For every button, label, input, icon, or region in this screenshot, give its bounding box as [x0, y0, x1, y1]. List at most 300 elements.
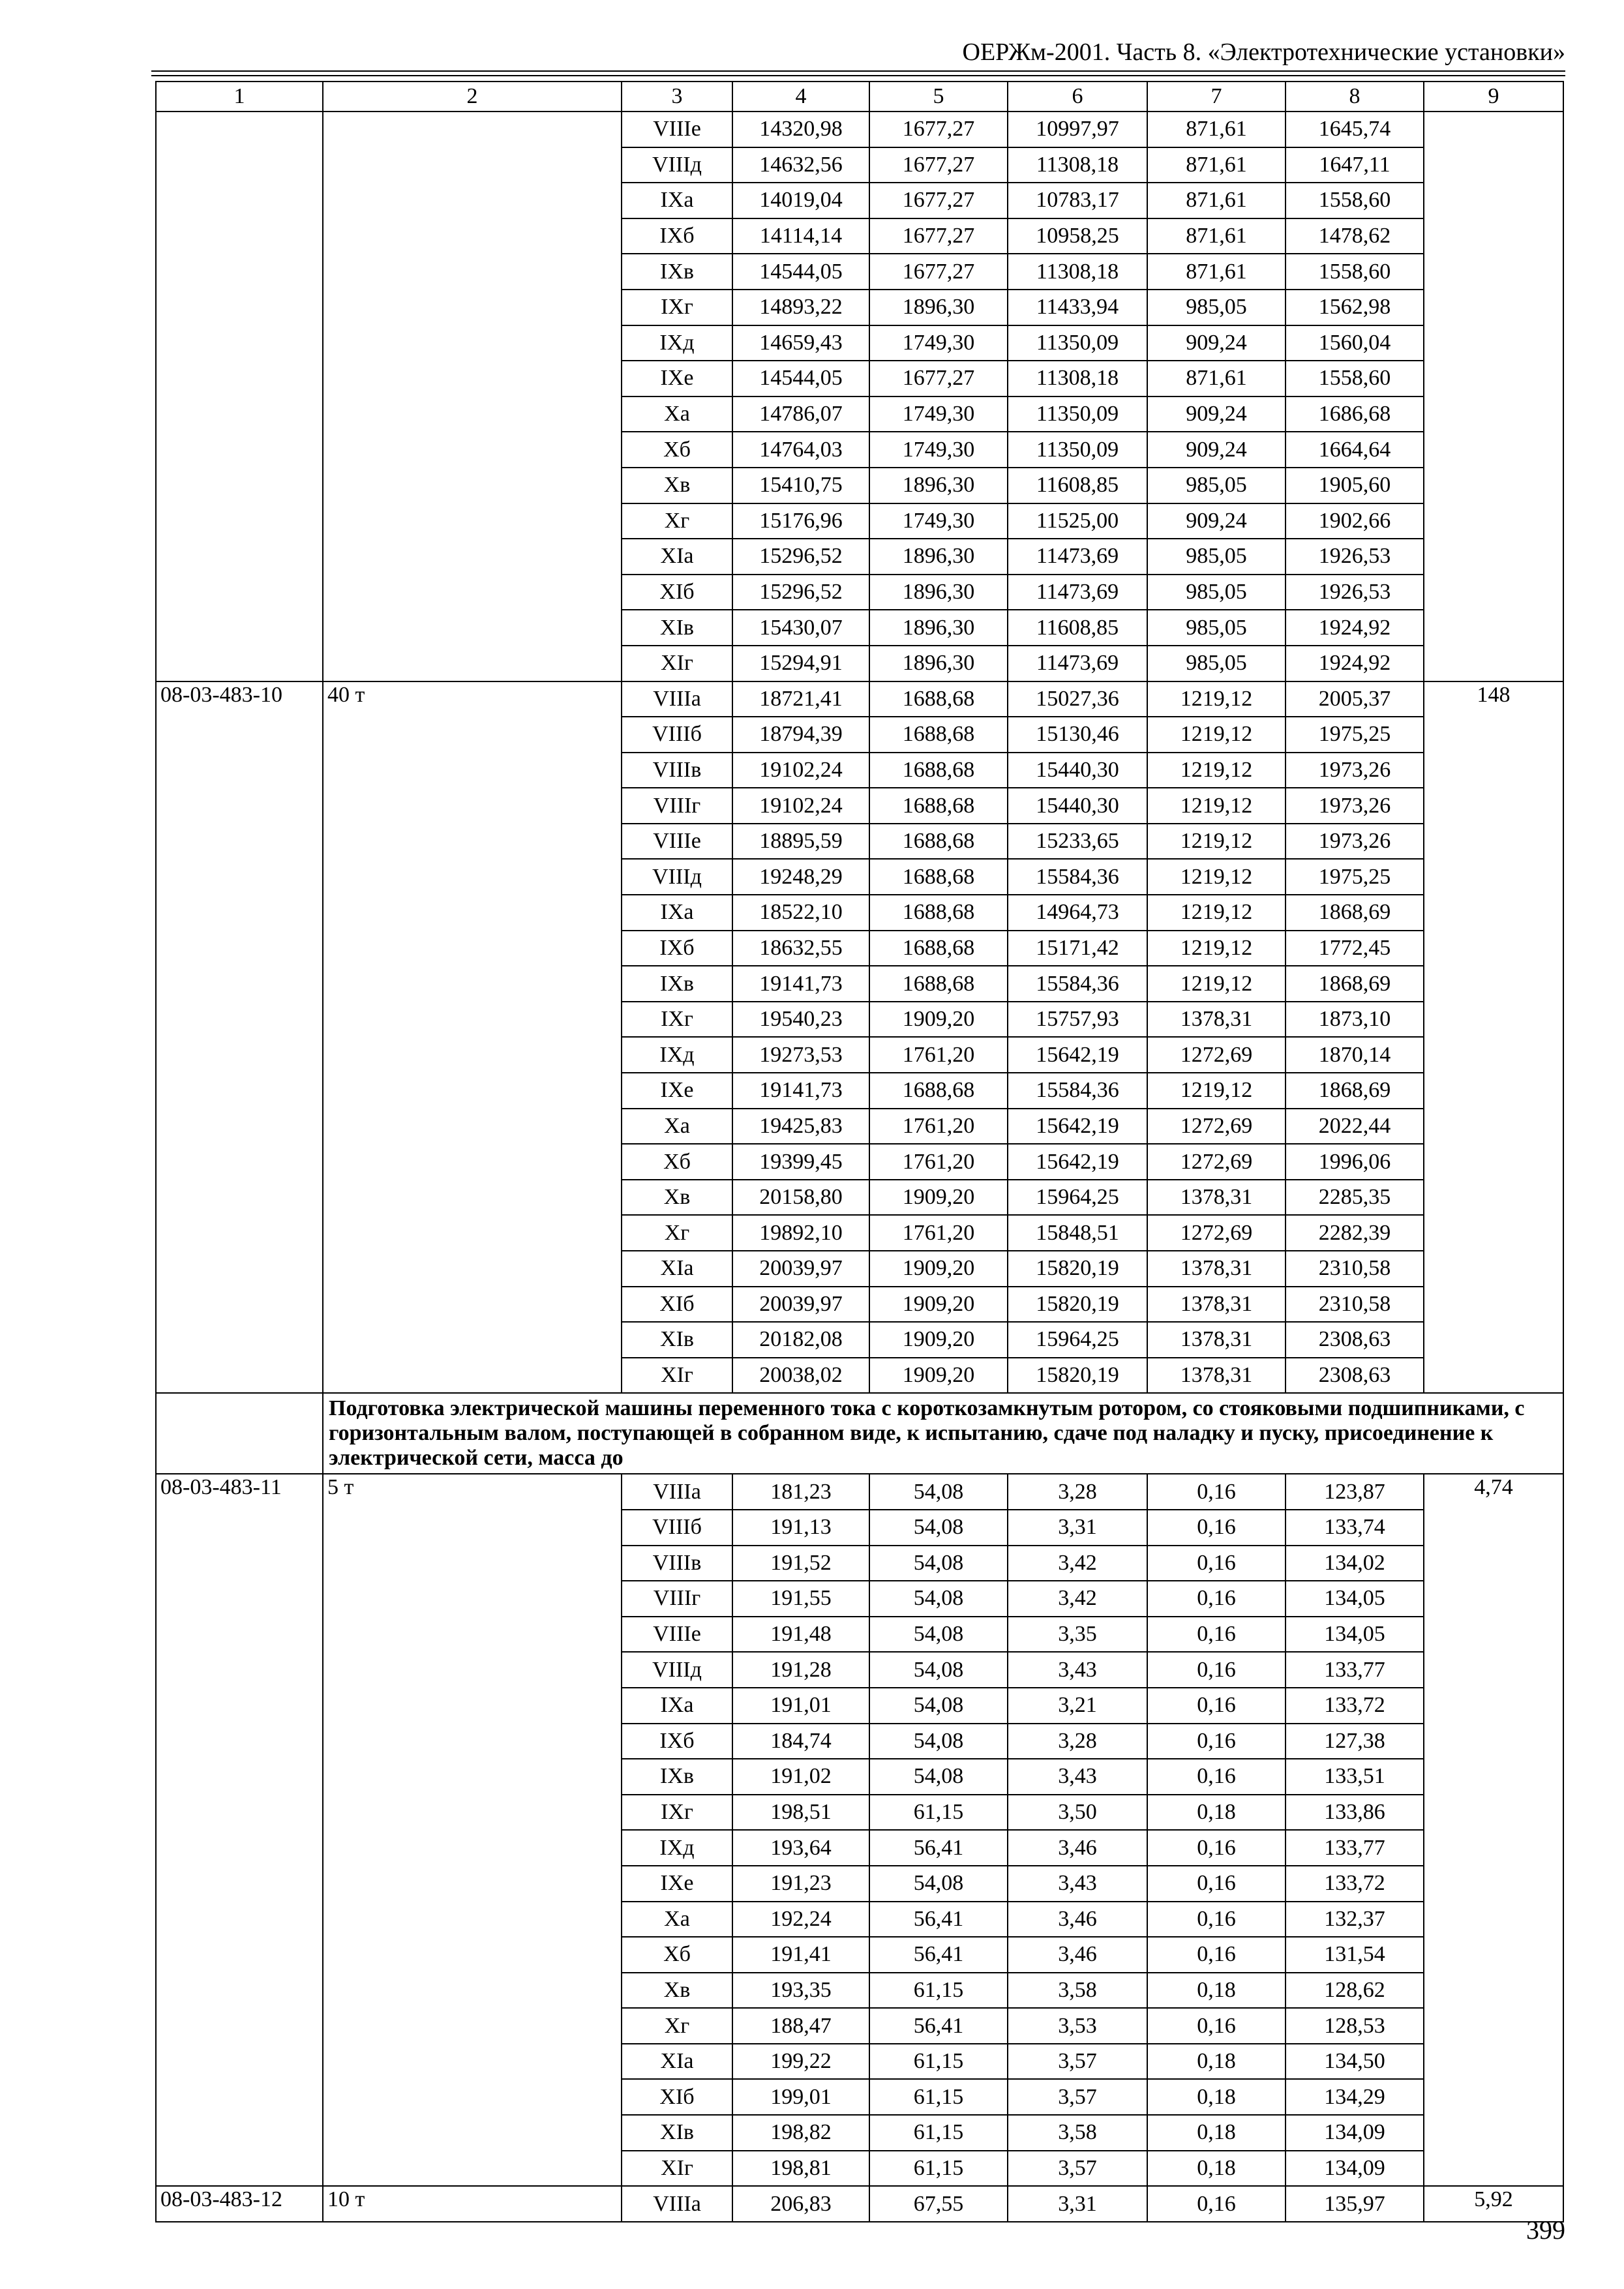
- machinist-wages: 1378,31: [1147, 1180, 1286, 1216]
- wages: 1749,30: [869, 503, 1008, 539]
- wages: 1909,20: [869, 1358, 1008, 1394]
- machine-cost: 10783,17: [1008, 183, 1147, 218]
- region-code: VIIIд: [622, 1652, 732, 1688]
- region-code: VIIIв: [622, 1546, 732, 1581]
- page-number: 399: [1526, 2215, 1565, 2245]
- materials-cost: 1924,92: [1286, 646, 1424, 681]
- materials-cost: 1973,26: [1286, 753, 1424, 788]
- region-code: XIа: [622, 1251, 732, 1287]
- region-code: VIIIе: [622, 112, 732, 147]
- machinist-wages: 871,61: [1147, 361, 1286, 396]
- machine-cost: 15584,36: [1008, 1073, 1147, 1109]
- total-cost: 191,52: [732, 1546, 869, 1581]
- machine-cost: 11350,09: [1008, 396, 1147, 432]
- total-cost: 14893,22: [732, 290, 869, 325]
- materials-cost: 133,77: [1286, 1652, 1424, 1688]
- region-code: XIв: [622, 2115, 732, 2151]
- column-number: 6: [1008, 82, 1147, 112]
- machinist-wages: 1219,12: [1147, 859, 1286, 895]
- region-code: IXг: [622, 290, 732, 325]
- region-code: IXд: [622, 1830, 732, 1866]
- materials-cost: 1973,26: [1286, 824, 1424, 860]
- machine-cost: 15584,36: [1008, 966, 1147, 1002]
- materials-cost: 2005,37: [1286, 681, 1424, 717]
- machine-cost: 3,57: [1008, 2151, 1147, 2187]
- machinist-wages: 909,24: [1147, 396, 1286, 432]
- total-cost: 19102,24: [732, 788, 869, 824]
- total-cost: 198,82: [732, 2115, 869, 2151]
- machinist-wages: 1272,69: [1147, 1109, 1286, 1144]
- machinist-wages: 0,16: [1147, 1474, 1286, 1510]
- wages: 54,08: [869, 1510, 1008, 1546]
- table-row: [156, 2186, 1563, 2222]
- region-code: VIIIа: [622, 1474, 732, 1510]
- machine-cost: 15757,93: [1008, 1002, 1147, 1038]
- machine-cost: 14964,73: [1008, 895, 1147, 931]
- machinist-wages: 1219,12: [1147, 788, 1286, 824]
- section-description-row: [156, 1393, 1563, 1474]
- wages: 56,41: [869, 1830, 1008, 1866]
- labor-cost: 148: [1424, 681, 1563, 1394]
- total-cost: 19141,73: [732, 1073, 869, 1109]
- total-cost: 191,02: [732, 1759, 869, 1795]
- table-row: [156, 112, 1563, 147]
- machinist-wages: 871,61: [1147, 218, 1286, 254]
- machinist-wages: 1272,69: [1147, 1215, 1286, 1251]
- region-code: IXг: [622, 1795, 732, 1831]
- materials-cost: 1975,25: [1286, 859, 1424, 895]
- region-code: IXа: [622, 1688, 732, 1724]
- materials-cost: 1902,66: [1286, 503, 1424, 539]
- total-cost: 188,47: [732, 2008, 869, 2044]
- materials-cost: 1973,26: [1286, 788, 1424, 824]
- wages: 56,41: [869, 1937, 1008, 1973]
- total-cost: 20038,02: [732, 1358, 869, 1394]
- machinist-wages: 0,18: [1147, 1973, 1286, 2009]
- wages: 1896,30: [869, 468, 1008, 503]
- materials-cost: 134,29: [1286, 2079, 1424, 2115]
- total-cost: 191,41: [732, 1937, 869, 1973]
- region-code: XIб: [622, 1287, 732, 1323]
- machinist-wages: 0,18: [1147, 1795, 1286, 1831]
- wages: 1677,27: [869, 361, 1008, 396]
- wages: 1761,20: [869, 1109, 1008, 1144]
- machinist-wages: 1219,12: [1147, 681, 1286, 717]
- materials-cost: 1926,53: [1286, 539, 1424, 575]
- total-cost: 198,51: [732, 1795, 869, 1831]
- wages: 61,15: [869, 2079, 1008, 2115]
- machinist-wages: 1219,12: [1147, 753, 1286, 788]
- total-cost: 14786,07: [732, 396, 869, 432]
- materials-cost: 133,77: [1286, 1830, 1424, 1866]
- region-code: IXб: [622, 218, 732, 254]
- materials-cost: 1870,14: [1286, 1037, 1424, 1073]
- wages: 1909,20: [869, 1287, 1008, 1323]
- machinist-wages: 0,16: [1147, 1724, 1286, 1759]
- region-code: IXб: [622, 931, 732, 966]
- wages: 1749,30: [869, 396, 1008, 432]
- machinist-wages: 0,18: [1147, 2044, 1286, 2080]
- total-cost: 19892,10: [732, 1215, 869, 1251]
- materials-cost: 133,72: [1286, 1688, 1424, 1724]
- region-code: VIIIб: [622, 1510, 732, 1546]
- materials-cost: 1478,62: [1286, 218, 1424, 254]
- machine-cost: 15964,25: [1008, 1322, 1147, 1358]
- region-code: VIIIд: [622, 859, 732, 895]
- total-cost: 14114,14: [732, 218, 869, 254]
- wages: 54,08: [869, 1474, 1008, 1510]
- total-cost: 192,24: [732, 1902, 869, 1937]
- materials-cost: 134,50: [1286, 2044, 1424, 2080]
- total-cost: 193,35: [732, 1973, 869, 2009]
- region-code: VIIIа: [622, 2186, 732, 2222]
- region-code: XIб: [622, 2079, 732, 2115]
- total-cost: 206,83: [732, 2186, 869, 2222]
- region-code: XIг: [622, 2151, 732, 2187]
- column-number-row: [156, 82, 1563, 112]
- total-cost: 19399,45: [732, 1144, 869, 1180]
- column-number: 3: [622, 82, 732, 112]
- machine-cost: 3,58: [1008, 1973, 1147, 2009]
- machine-cost: 11308,18: [1008, 254, 1147, 290]
- machine-cost: 11608,85: [1008, 610, 1147, 646]
- region-code: Xб: [622, 432, 732, 468]
- machinist-wages: 1219,12: [1147, 1073, 1286, 1109]
- machine-cost: 11350,09: [1008, 325, 1147, 361]
- wages: 67,55: [869, 2186, 1008, 2222]
- total-cost: 191,55: [732, 1581, 869, 1617]
- machinist-wages: 985,05: [1147, 468, 1286, 503]
- total-cost: 14544,05: [732, 254, 869, 290]
- total-cost: 19102,24: [732, 753, 869, 788]
- region-code: XIв: [622, 610, 732, 646]
- region-code: XIа: [622, 2044, 732, 2080]
- materials-cost: 1558,60: [1286, 361, 1424, 396]
- region-code: Xв: [622, 1180, 732, 1216]
- total-cost: 14632,56: [732, 147, 869, 183]
- machinist-wages: 0,16: [1147, 2008, 1286, 2044]
- materials-cost: 1905,60: [1286, 468, 1424, 503]
- materials-cost: 133,74: [1286, 1510, 1424, 1546]
- machine-cost: 15964,25: [1008, 1180, 1147, 1216]
- machine-cost: 11433,94: [1008, 290, 1147, 325]
- materials-cost: 2285,35: [1286, 1180, 1424, 1216]
- materials-cost: 135,97: [1286, 2186, 1424, 2222]
- column-number: 1: [156, 82, 323, 112]
- materials-cost: 134,09: [1286, 2115, 1424, 2151]
- wages: 54,08: [869, 1688, 1008, 1724]
- machinist-wages: 0,18: [1147, 2079, 1286, 2115]
- machinist-wages: 0,16: [1147, 1937, 1286, 1973]
- machine-cost: 15130,46: [1008, 717, 1147, 753]
- wages: 61,15: [869, 2044, 1008, 2080]
- materials-cost: 2310,58: [1286, 1251, 1424, 1287]
- wages: 1688,68: [869, 895, 1008, 931]
- wages: 1896,30: [869, 610, 1008, 646]
- machine-cost: 15820,19: [1008, 1358, 1147, 1394]
- machine-cost: 3,53: [1008, 2008, 1147, 2044]
- wages: 61,15: [869, 2115, 1008, 2151]
- region-code: XIг: [622, 1358, 732, 1394]
- machinist-wages: 0,16: [1147, 1830, 1286, 1866]
- machine-cost: 15642,19: [1008, 1109, 1147, 1144]
- labor-cost: 4,74: [1424, 1474, 1563, 2186]
- machine-cost: 3,57: [1008, 2079, 1147, 2115]
- machine-cost: 3,46: [1008, 1902, 1147, 1937]
- wages: 1896,30: [869, 539, 1008, 575]
- wages: 54,08: [869, 1546, 1008, 1581]
- total-cost: 14320,98: [732, 112, 869, 147]
- machinist-wages: 909,24: [1147, 325, 1286, 361]
- machine-cost: 15027,36: [1008, 681, 1147, 717]
- region-code: Xв: [622, 468, 732, 503]
- column-number: 4: [732, 82, 869, 112]
- rates-table: [155, 81, 1564, 2222]
- wages: 1688,68: [869, 824, 1008, 860]
- machine-cost: 11308,18: [1008, 361, 1147, 396]
- machine-cost: 11473,69: [1008, 646, 1147, 681]
- wages: 54,08: [869, 1652, 1008, 1688]
- region-code: IXа: [622, 895, 732, 931]
- machinist-wages: 1378,31: [1147, 1287, 1286, 1323]
- running-header: ОЕРЖм-2001. Часть 8. «Электротехнические установки»: [962, 38, 1565, 66]
- machine-cost: 3,42: [1008, 1546, 1147, 1581]
- machinist-wages: 909,24: [1147, 432, 1286, 468]
- wages: 1896,30: [869, 646, 1008, 681]
- region-code: IXг: [622, 1002, 732, 1038]
- rate-code: 08-03-483-11: [156, 1474, 323, 2186]
- materials-cost: 128,62: [1286, 1973, 1424, 2009]
- machine-cost: 3,43: [1008, 1866, 1147, 1902]
- wages: 1677,27: [869, 112, 1008, 147]
- total-cost: 193,64: [732, 1830, 869, 1866]
- total-cost: 191,48: [732, 1617, 869, 1653]
- total-cost: 18632,55: [732, 931, 869, 966]
- wages: 1909,20: [869, 1002, 1008, 1038]
- wages: 1749,30: [869, 325, 1008, 361]
- materials-cost: 1664,64: [1286, 432, 1424, 468]
- region-code: VIIIг: [622, 788, 732, 824]
- region-code: Xб: [622, 1144, 732, 1180]
- materials-cost: 2282,39: [1286, 1215, 1424, 1251]
- total-cost: 18794,39: [732, 717, 869, 753]
- total-cost: 19248,29: [732, 859, 869, 895]
- total-cost: 14659,43: [732, 325, 869, 361]
- region-code: Xб: [622, 1937, 732, 1973]
- machine-cost: 15171,42: [1008, 931, 1147, 966]
- wages: 1909,20: [869, 1322, 1008, 1358]
- wages: 61,15: [869, 1795, 1008, 1831]
- machinist-wages: 0,16: [1147, 1866, 1286, 1902]
- machinist-wages: 985,05: [1147, 290, 1286, 325]
- table-row: [156, 1474, 1563, 1510]
- materials-cost: 133,51: [1286, 1759, 1424, 1795]
- total-cost: 191,28: [732, 1652, 869, 1688]
- machine-cost: 3,43: [1008, 1652, 1147, 1688]
- materials-cost: 1975,25: [1286, 717, 1424, 753]
- machinist-wages: 985,05: [1147, 646, 1286, 681]
- total-cost: 18522,10: [732, 895, 869, 931]
- machinist-wages: 1378,31: [1147, 1322, 1286, 1358]
- materials-cost: 131,54: [1286, 1937, 1424, 1973]
- materials-cost: 1868,69: [1286, 966, 1424, 1002]
- machine-cost: 3,58: [1008, 2115, 1147, 2151]
- wages: 1909,20: [869, 1251, 1008, 1287]
- total-cost: 191,01: [732, 1688, 869, 1724]
- materials-cost: 133,72: [1286, 1866, 1424, 1902]
- total-cost: 15294,91: [732, 646, 869, 681]
- machinist-wages: 0,16: [1147, 1688, 1286, 1724]
- region-code: IXв: [622, 1759, 732, 1795]
- machine-cost: 15440,30: [1008, 753, 1147, 788]
- region-code: IXе: [622, 361, 732, 396]
- machine-cost: 15820,19: [1008, 1251, 1147, 1287]
- rate-code: 08-03-483-10: [156, 681, 323, 1394]
- materials-cost: 134,02: [1286, 1546, 1424, 1581]
- materials-cost: 134,05: [1286, 1617, 1424, 1653]
- wages: 54,08: [869, 1866, 1008, 1902]
- machinist-wages: 0,18: [1147, 2115, 1286, 2151]
- total-cost: 20039,97: [732, 1251, 869, 1287]
- mass-label: 10 т: [323, 2186, 622, 2222]
- materials-cost: 1868,69: [1286, 1073, 1424, 1109]
- materials-cost: 134,05: [1286, 1581, 1424, 1617]
- materials-cost: 132,37: [1286, 1902, 1424, 1937]
- total-cost: 199,01: [732, 2079, 869, 2115]
- wages: 1677,27: [869, 183, 1008, 218]
- total-cost: 184,74: [732, 1724, 869, 1759]
- region-code: XIв: [622, 1322, 732, 1358]
- machinist-wages: 1219,12: [1147, 895, 1286, 931]
- machinist-wages: 0,16: [1147, 2186, 1286, 2222]
- total-cost: 19141,73: [732, 966, 869, 1002]
- machine-cost: 3,28: [1008, 1474, 1147, 1510]
- wages: 1761,20: [869, 1144, 1008, 1180]
- total-cost: 181,23: [732, 1474, 869, 1510]
- machine-cost: 15820,19: [1008, 1287, 1147, 1323]
- section-description: Подготовка электрической машины переменного тока с короткозамкнутым ротором, со стояковыми подшипниками, с горизонтальным валом, поступающей в собранном виде, к испытанию, сдаче под наладку и пуску, присоединение к электрической сети, масса до: [323, 1393, 1563, 1474]
- region-code: VIIIе: [622, 824, 732, 860]
- machinist-wages: 1219,12: [1147, 824, 1286, 860]
- machine-cost: 3,31: [1008, 2186, 1147, 2222]
- region-code: VIIIа: [622, 681, 732, 717]
- total-cost: 15176,96: [732, 503, 869, 539]
- machine-cost: 11308,18: [1008, 147, 1147, 183]
- materials-cost: 1558,60: [1286, 183, 1424, 218]
- mass-label: [323, 112, 622, 681]
- machine-cost: 15848,51: [1008, 1215, 1147, 1251]
- total-cost: 15430,07: [732, 610, 869, 646]
- wages: 1688,68: [869, 681, 1008, 717]
- region-code: VIIIе: [622, 1617, 732, 1653]
- machine-cost: 11525,00: [1008, 503, 1147, 539]
- region-code: Xа: [622, 1109, 732, 1144]
- region-code: Xг: [622, 503, 732, 539]
- total-cost: 199,22: [732, 2044, 869, 2080]
- empty-cell: [156, 1393, 323, 1474]
- wages: 61,15: [869, 1973, 1008, 2009]
- region-code: VIIIд: [622, 147, 732, 183]
- total-cost: 191,13: [732, 1510, 869, 1546]
- materials-cost: 1996,06: [1286, 1144, 1424, 1180]
- machinist-wages: 985,05: [1147, 539, 1286, 575]
- materials-cost: 133,86: [1286, 1795, 1424, 1831]
- machine-cost: 15642,19: [1008, 1037, 1147, 1073]
- region-code: XIб: [622, 575, 732, 610]
- materials-cost: 1873,10: [1286, 1002, 1424, 1038]
- wages: 54,08: [869, 1581, 1008, 1617]
- total-cost: 14019,04: [732, 183, 869, 218]
- wages: 61,15: [869, 2151, 1008, 2187]
- machinist-wages: 1378,31: [1147, 1358, 1286, 1394]
- machine-cost: 11350,09: [1008, 432, 1147, 468]
- wages: 1688,68: [869, 753, 1008, 788]
- wages: 1677,27: [869, 218, 1008, 254]
- machine-cost: 11473,69: [1008, 539, 1147, 575]
- machine-cost: 3,21: [1008, 1688, 1147, 1724]
- wages: 1896,30: [869, 575, 1008, 610]
- machinist-wages: 1219,12: [1147, 931, 1286, 966]
- materials-cost: 1868,69: [1286, 895, 1424, 931]
- materials-cost: 1772,45: [1286, 931, 1424, 966]
- mass-label: 5 т: [323, 1474, 622, 2186]
- total-cost: 19425,83: [732, 1109, 869, 1144]
- machinist-wages: 1378,31: [1147, 1251, 1286, 1287]
- machinist-wages: 1272,69: [1147, 1037, 1286, 1073]
- region-code: IXв: [622, 966, 732, 1002]
- machinist-wages: 0,18: [1147, 2151, 1286, 2187]
- total-cost: 20039,97: [732, 1287, 869, 1323]
- region-code: IXб: [622, 1724, 732, 1759]
- wages: 54,08: [869, 1617, 1008, 1653]
- column-number: 8: [1286, 82, 1424, 112]
- machinist-wages: 871,61: [1147, 254, 1286, 290]
- region-code: XIг: [622, 646, 732, 681]
- machinist-wages: 0,16: [1147, 1581, 1286, 1617]
- wages: 1688,68: [869, 931, 1008, 966]
- column-number: 9: [1424, 82, 1563, 112]
- total-cost: 20182,08: [732, 1322, 869, 1358]
- machinist-wages: 0,16: [1147, 1902, 1286, 1937]
- machinist-wages: 1378,31: [1147, 1002, 1286, 1038]
- region-code: Xа: [622, 396, 732, 432]
- table-row: [156, 681, 1563, 717]
- machine-cost: 3,31: [1008, 1510, 1147, 1546]
- total-cost: 14544,05: [732, 361, 869, 396]
- machinist-wages: 871,61: [1147, 112, 1286, 147]
- machine-cost: 11473,69: [1008, 575, 1147, 610]
- machinist-wages: 0,16: [1147, 1510, 1286, 1546]
- total-cost: 20158,80: [732, 1180, 869, 1216]
- machine-cost: 15642,19: [1008, 1144, 1147, 1180]
- materials-cost: 123,87: [1286, 1474, 1424, 1510]
- machine-cost: 10958,25: [1008, 218, 1147, 254]
- machine-cost: 3,46: [1008, 1830, 1147, 1866]
- machinist-wages: 1272,69: [1147, 1144, 1286, 1180]
- region-code: IXд: [622, 325, 732, 361]
- total-cost: 191,23: [732, 1866, 869, 1902]
- mass-label: 40 т: [323, 681, 622, 1394]
- machine-cost: 3,42: [1008, 1581, 1147, 1617]
- materials-cost: 127,38: [1286, 1724, 1424, 1759]
- machine-cost: 3,57: [1008, 2044, 1147, 2080]
- materials-cost: 1645,74: [1286, 112, 1424, 147]
- wages: 1688,68: [869, 859, 1008, 895]
- materials-cost: 128,53: [1286, 2008, 1424, 2044]
- wages: 1677,27: [869, 147, 1008, 183]
- rate-code: [156, 112, 323, 681]
- region-code: IXе: [622, 1073, 732, 1109]
